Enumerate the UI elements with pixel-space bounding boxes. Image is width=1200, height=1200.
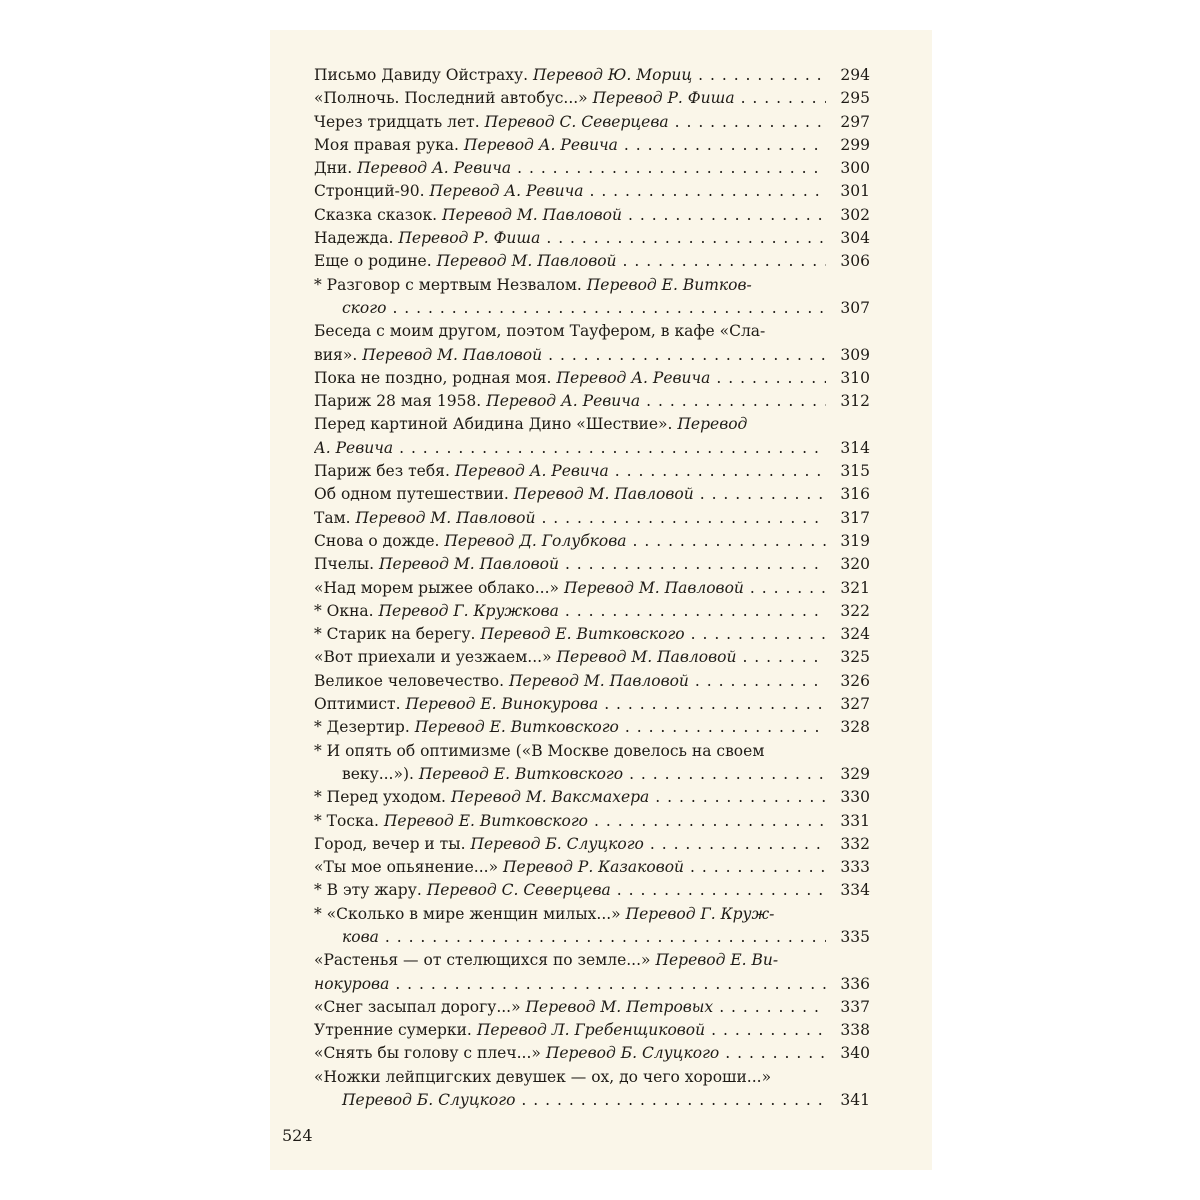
- entry-title: * Тоска.: [314, 811, 379, 830]
- entry-title: Надежда.: [314, 229, 394, 248]
- entry-title: «Растенья — от стелющихся по земле...»: [314, 951, 651, 970]
- entry-title: * Перед уходом.: [314, 788, 446, 807]
- entry-title: Письмо Давиду Ойстраху.: [314, 66, 529, 84]
- entry-translator: Перевод Е. Витковского: [414, 718, 619, 737]
- entry-title: * И опять об оптимизме («В Москве довелось на своем: [314, 741, 765, 760]
- entry-translator: А. Ревича: [314, 438, 394, 457]
- toc-entry: [314, 87, 870, 110]
- entry-translator: Перевод Б. Слуцкого: [470, 834, 644, 853]
- entry-translator: Перевод Г. Кружкова: [378, 601, 559, 620]
- entry-title: * Дезертир.: [314, 718, 410, 737]
- entry-title: Еще о родине.: [314, 252, 432, 271]
- dot-leader: [719, 1042, 826, 1065]
- entry-translator: Перевод Д. Голубкова: [444, 531, 627, 550]
- entry-page: 333: [840, 858, 870, 877]
- entry-page: 309: [840, 345, 870, 364]
- entry-translator: Перевод Е. Витковского: [383, 811, 588, 830]
- dot-leader: [710, 367, 826, 390]
- entry-page: 301: [840, 182, 870, 201]
- toc-entry: [314, 111, 870, 134]
- entry-page: 325: [840, 648, 870, 667]
- entry-page: 341: [840, 1091, 870, 1110]
- dot-leader: [559, 600, 826, 623]
- entry-translator: Перевод М. Павловой: [508, 671, 689, 690]
- entry-page: 324: [840, 625, 870, 644]
- entry-title: Там.: [314, 508, 351, 527]
- toc-entry: [314, 227, 870, 250]
- entry-translator: Перевод А. Ревича: [463, 135, 618, 154]
- toc-entry: [314, 483, 870, 506]
- entry-title: * «Сколько в мире женщин милых...»: [314, 904, 621, 923]
- entry-page: 320: [840, 555, 870, 574]
- dot-leader: [644, 833, 826, 856]
- entry-page: 337: [840, 997, 870, 1016]
- entry-page: 328: [840, 718, 870, 737]
- page-number: 524: [282, 1126, 313, 1145]
- entry-title: Великое человечество.: [314, 671, 505, 690]
- entry-translator: Перевод М. Павловой: [379, 555, 559, 574]
- entry-translator: Перевод Е. Витковского: [480, 625, 685, 644]
- dot-leader: [640, 390, 826, 413]
- entry-translator: Перевод А. Ревича: [357, 159, 512, 178]
- entry-translator: Перевод Е. Витков-: [586, 275, 752, 294]
- toc-entry: [314, 413, 870, 460]
- entry-title: Утренние сумерки.: [314, 1021, 472, 1040]
- entry-page: 299: [840, 135, 870, 154]
- dot-leader: [684, 856, 826, 879]
- entry-page: 295: [840, 89, 870, 108]
- entry-page: 302: [840, 205, 870, 224]
- toc-entry: [314, 577, 870, 600]
- entry-title-cont: веку...»).: [342, 764, 414, 783]
- entry-page: 340: [840, 1044, 870, 1063]
- toc-entry: [314, 460, 870, 483]
- entry-page: 332: [840, 834, 870, 853]
- entry-translator: Перевод М. Павловой: [436, 252, 617, 271]
- toc-entry: [314, 250, 870, 273]
- dot-leader: [669, 111, 826, 134]
- entry-translator: Перевод Е. Витковского: [418, 764, 624, 783]
- entry-page: 330: [840, 788, 870, 807]
- dot-leader: [619, 716, 826, 739]
- toc-entry: [314, 1042, 870, 1065]
- entry-translator: Перевод М. Павловой: [563, 578, 744, 597]
- dot-leader: [542, 344, 826, 367]
- entry-title: Сказка сказок.: [314, 205, 438, 224]
- entry-page: 329: [840, 764, 870, 783]
- entry-page: 319: [840, 531, 870, 550]
- entry-translator: ского: [342, 298, 387, 317]
- toc-entry: [314, 134, 870, 157]
- entry-title: * Окна.: [314, 601, 374, 620]
- entry-title: Стронций-90.: [314, 182, 425, 201]
- entry-translator: Перевод Г. Круж-: [625, 904, 775, 923]
- entry-translator: Перевод Л. Гребенщиковой: [476, 1021, 706, 1040]
- dot-leader: [689, 670, 826, 693]
- entry-translator: Перевод М. Ваксмахера: [450, 788, 650, 807]
- entry-title: Через тридцать лет.: [314, 112, 480, 131]
- entry-title: * Разговор с мертвым Незвалом.: [314, 275, 582, 294]
- entry-page: 327: [840, 695, 870, 714]
- dot-leader: [511, 157, 826, 180]
- toc-entry: [314, 157, 870, 180]
- toc-entry: [314, 716, 870, 739]
- entry-page: 321: [840, 578, 870, 597]
- toc-entry: [314, 623, 870, 646]
- dot-leader: [540, 227, 826, 250]
- toc-entry: [314, 670, 870, 693]
- entry-translator: Перевод: [677, 415, 748, 434]
- entry-title: Моя правая рука.: [314, 135, 459, 154]
- toc-entry: [314, 996, 870, 1019]
- entry-title: «Ты мое опьянение...»: [314, 858, 499, 877]
- toc-entry: [314, 600, 870, 623]
- entry-translator: Перевод М. Павловой: [442, 205, 622, 224]
- dot-leader: [744, 577, 826, 600]
- entry-page: 315: [840, 462, 870, 481]
- entry-page: 314: [840, 438, 870, 457]
- entry-page: 334: [840, 881, 870, 900]
- entry-translator: Перевод Б. Слуцкого: [545, 1044, 720, 1063]
- entry-translator: Перевод М. Павловой: [513, 485, 694, 504]
- entry-page: 310: [840, 368, 870, 387]
- toc-entry: [314, 64, 870, 87]
- entry-page: 317: [840, 508, 870, 527]
- entry-translator: Перевод А. Ревича: [486, 392, 641, 411]
- entry-title: Перед картиной Абидина Дино «Шествие».: [314, 415, 673, 434]
- entry-page: 326: [840, 671, 870, 690]
- entry-page: 335: [840, 927, 870, 946]
- entry-page: 307: [840, 298, 870, 317]
- toc-entry: [314, 530, 870, 553]
- entry-translator: Перевод Е. Ви-: [655, 951, 779, 970]
- entry-translator: Перевод А. Ревича: [454, 462, 609, 481]
- dot-leader: [694, 483, 826, 506]
- entry-title: * Старик на берегу.: [314, 625, 476, 644]
- dot-leader: [692, 64, 826, 87]
- entry-translator: Перевод С. Северцева: [484, 112, 669, 131]
- dot-leader: [617, 250, 826, 273]
- toc-entry: [314, 553, 870, 576]
- entry-page: 336: [840, 974, 870, 993]
- dot-leader: [622, 204, 826, 227]
- toc-entry: [314, 274, 870, 321]
- entry-page: 312: [840, 392, 870, 411]
- dot-leader: [588, 810, 826, 833]
- entry-title: Париж без тебя.: [314, 462, 450, 481]
- dot-leader: [535, 507, 826, 530]
- dot-leader: [649, 786, 826, 809]
- entry-page: 297: [840, 112, 870, 131]
- dot-leader: [598, 693, 826, 716]
- entry-page: 322: [840, 601, 870, 620]
- entry-translator: Перевод М. Петровых: [525, 997, 714, 1016]
- toc-entry: [314, 856, 870, 879]
- dot-leader: [393, 437, 826, 460]
- dot-leader: [515, 1089, 826, 1112]
- dot-leader: [623, 763, 826, 786]
- dot-leader: [713, 996, 826, 1019]
- entry-translator: Перевод А. Ревича: [429, 182, 584, 201]
- entry-title: «Снять бы голову с плеч...»: [314, 1044, 541, 1063]
- toc-entry: [314, 180, 870, 203]
- entry-title-cont: вия».: [314, 345, 358, 364]
- dot-leader: [609, 460, 826, 483]
- toc-entry: [314, 204, 870, 227]
- entry-title: Пока не поздно, родная моя.: [314, 368, 552, 387]
- toc-entry: [314, 1066, 870, 1113]
- dot-leader: [559, 553, 826, 576]
- toc-entry: [314, 390, 870, 413]
- entry-translator: Перевод Р. Фиша: [592, 89, 735, 108]
- dot-leader: [705, 1019, 826, 1042]
- book-page: [270, 30, 932, 1170]
- entry-title: «Полночь. Последний автобус...»: [314, 89, 588, 108]
- entry-title: Город, вечер и ты.: [314, 834, 466, 853]
- entry-translator: Перевод С. Северцева: [426, 881, 611, 900]
- entry-page: 304: [840, 229, 870, 248]
- entry-page: 338: [840, 1021, 870, 1040]
- toc-entry: [314, 833, 870, 856]
- entry-translator: Перевод Р. Фиша: [398, 229, 541, 248]
- toc-entry: [314, 949, 870, 996]
- dot-leader: [735, 87, 826, 110]
- entry-page: 331: [840, 811, 870, 830]
- dot-leader: [618, 134, 826, 157]
- toc-entry: [314, 367, 870, 390]
- entry-title: Об одном путешествии.: [314, 485, 509, 504]
- entry-translator: Перевод Ю. Мориц: [532, 66, 693, 84]
- table-of-contents: [314, 64, 870, 1112]
- toc-entry: [314, 879, 870, 902]
- entry-title: «Вот приехали и уезжаем...»: [314, 648, 552, 667]
- dot-leader: [389, 973, 826, 996]
- entry-page: 294: [840, 66, 870, 84]
- toc-entry: [314, 646, 870, 669]
- entry-page: 306: [840, 252, 870, 271]
- entry-translator: Перевод Б. Слуцкого: [342, 1091, 516, 1110]
- dot-leader: [583, 180, 826, 203]
- toc-entry: [314, 786, 870, 809]
- entry-page: 300: [840, 159, 870, 178]
- entry-title: «Ножки лейпцигских девушек — ох, до чего хороши...»: [314, 1067, 772, 1086]
- entry-title: * В эту жару.: [314, 881, 422, 900]
- entry-title: Снова о дожде.: [314, 531, 440, 550]
- dot-leader: [736, 646, 826, 669]
- toc-entry: [314, 903, 870, 950]
- entry-translator: Перевод А. Ревича: [556, 368, 711, 387]
- entry-translator: Перевод М. Павловой: [362, 345, 543, 364]
- entry-title: «Снег засыпал дорогу...»: [314, 997, 521, 1016]
- toc-entry: [314, 740, 870, 787]
- toc-entry: [314, 320, 870, 367]
- entry-title: «Над морем рыжее облако...»: [314, 578, 560, 597]
- toc-entry: [314, 810, 870, 833]
- entry-title: Дни.: [314, 159, 353, 178]
- entry-translator: Перевод Е. Винокурова: [405, 695, 599, 714]
- entry-title: Париж 28 мая 1958.: [314, 392, 482, 411]
- entry-translator: Перевод Р. Казаковой: [503, 858, 685, 877]
- dot-leader: [611, 879, 826, 902]
- entry-page: 316: [840, 485, 870, 504]
- entry-translator: нокурова: [314, 974, 390, 993]
- toc-entry: [314, 507, 870, 530]
- entry-translator: Перевод М. Павловой: [355, 508, 536, 527]
- dot-leader: [627, 530, 826, 553]
- entry-translator: Перевод М. Павловой: [556, 648, 737, 667]
- entry-translator: кова: [342, 927, 379, 946]
- entry-title: Пчелы.: [314, 555, 375, 574]
- dot-leader: [685, 623, 826, 646]
- dot-leader: [386, 297, 826, 320]
- entry-title: Оптимист.: [314, 695, 401, 714]
- toc-entry: [314, 1019, 870, 1042]
- dot-leader: [379, 926, 826, 949]
- toc-entry: [314, 693, 870, 716]
- entry-title: Беседа с моим другом, поэтом Тауфером, в кафе «Сла-: [314, 322, 766, 341]
